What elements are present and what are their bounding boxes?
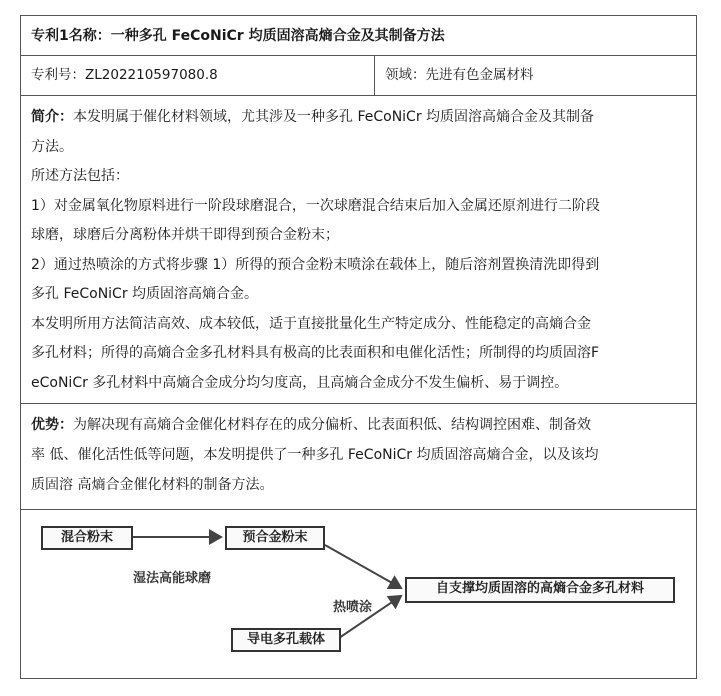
patent-field: 领域：先进有色金属材料 [385, 67, 534, 83]
summary-line-3: 1）对金属氧化物原料进行一阶段球磨混合，一次球磨混合结束后加入金属还原剂进行二阶段 [31, 197, 600, 214]
process-diagram [21, 510, 696, 678]
summary-line-4: 球磨，球磨后分离粉体并烘干即得到预合金粉末； [31, 227, 339, 243]
summary-line-0: 简介：本发明属于催化材料领域，尤其涉及一种多孔 FeCoNiCr 均质固溶高熵合金及其制备 [31, 109, 595, 125]
advantage-line-2: 质固溶 高熵合金催化材料的制备方法。 [31, 477, 274, 493]
summary-line-2: 所述方法包括： [31, 168, 129, 184]
summary-line-9: eCoNiCr 多孔材料中高熵合金成分均匀度高，且高熵合金成分不发生偏析、易于调控。 [31, 374, 569, 391]
patent-card [20, 15, 697, 679]
summary-section [21, 96, 696, 404]
patent-title: 专利1名称：一种多孔 FeCoNiCr 均质固溶高熵合金及其制备方法 [21, 16, 696, 56]
advantage-section [21, 404, 696, 510]
summary-line-5: 2）通过热喷涂的方式将步骤 1）所得的预合金粉末喷涂在载体上，随后溶剂置换清洗即得到 [31, 256, 600, 273]
patent-meta-row [21, 56, 696, 96]
label-thermal-spray: 热喷涂 [333, 600, 373, 615]
box-mixed-powder: 混合粉末 [41, 526, 133, 550]
summary-line-1: 方法。 [31, 138, 73, 155]
advantage-label: 优势： [31, 417, 73, 433]
summary-label: 简介： [31, 109, 73, 125]
box-conductive-substrate: 导电多孔载体 [231, 628, 341, 652]
advantage-line-1: 率 低、催化活性低等问题，本发明提供了一种多孔 FeCoNiCr 均质固溶高熵合金，以及该均 [31, 447, 599, 463]
box-prealloy-powder: 预合金粉末 [225, 526, 325, 550]
arrow-prealloy-to-product [325, 545, 401, 588]
patent-number: 专利号：ZL202210597080.8 [21, 56, 375, 95]
summary-line-7: 本发明所用方法简洁高效、成本较低，适于直接批量化生产特定成分、性能稳定的高熵合金 [31, 315, 591, 332]
advantage-line-0: 优势：为解决现有高熵合金催化材料存在的成分偏析、比表面积低、结构调控困难、制备效 [31, 417, 591, 433]
summary-line-8: 多孔材料；所得的高熵合金多孔材料具有极高的比表面积和电催化活性；所制得的均质固溶F [31, 345, 600, 361]
label-wet-milling: 湿法高能球磨 [133, 571, 212, 586]
box-hea-porous-product: 自支撑均质固溶的高熵合金多孔材料 [405, 577, 675, 603]
summary-line-6: 多孔 FeCoNiCr 均质固溶高熵合金。 [31, 286, 259, 302]
